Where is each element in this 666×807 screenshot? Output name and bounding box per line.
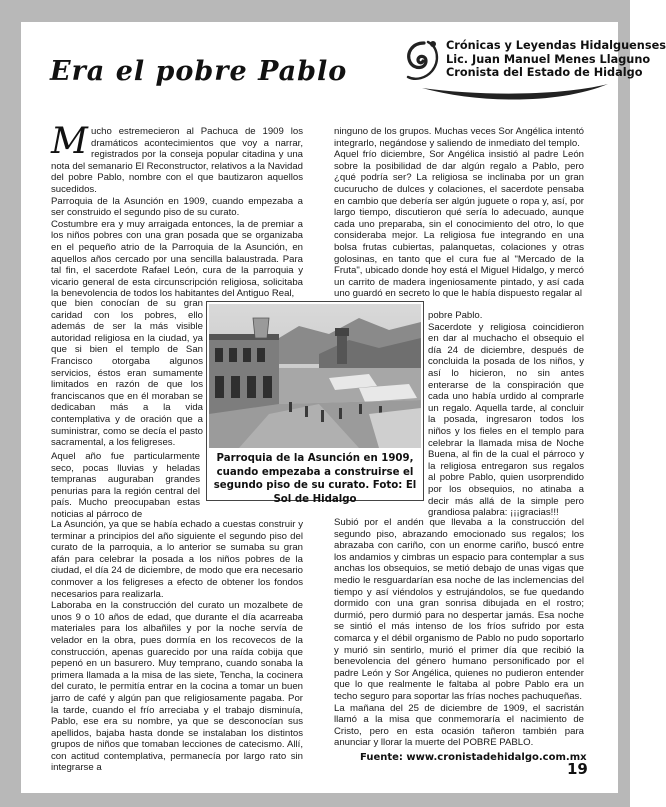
paragraph: Parroquia de la Asunción en 1909, cuando empezaba a ser construido el segundo piso de su curato. [51, 195, 303, 219]
paragraph: La Asunción, ya que se había echado a cuestas construir y terminar a principios del año siguiente el segundo piso del curato de la parroquia, a lo anterior se sumaba su gran afán para celebrar la posada a los niños pobres de la ciudad, el día 24 de diciembre, de modo que era necesario conmover a los feligreses a efecto de obtener los fondos necesarios para realizarla. [51, 519, 303, 600]
historic-street-photo [209, 304, 421, 448]
paragraph: Mucho estremecieron al Pachuca de 1909 los dramáticos acontecimientos que voy a narrar, registrados por la conseja popular citadina y una nota del semanario El Reconstructor, relativos a la Navidad del pobre Pablo, nombre con el que bautizaron aquellos sucedidos. [51, 121, 303, 195]
paragraph: Sacerdote y religiosa coincidieron en dar al muchacho el obsequio el día 24 de diciembre, después de concluida la posada de los niños, y así lo hicieron, no sin antes enterarse de la conspiración que cada uno había urdido al comprarle un regalo. Aquella tarde, al concluir la posada, ingresaron todos los niños y los fieles en el templo para celebrar la llamada misa de Noche Buena, al fin de la cual el párroco y la religiosa entregaron sus regalos al pobre Pablo, quien usorprendido por los obsequios, no atinaba a decir más allá de la simple pero grandiosa palabra: ¡¡¡gracias!!! [428, 321, 584, 519]
paragraph: ninguno de los grupos. Muchas veces Sor Angélica intentó integrarlo, negándose y saliendo de inmediato del templo. [334, 126, 584, 149]
column-2-top [334, 126, 584, 300]
paragraph: Costumbre era y muy arraigada entonces, la de premiar a los niños pobres con una gran posada que se organizaba en el pequeño atrio de la Parroquia de la Asunción, en aquellos años cercado por una sencilla balaustrada. Para tal fin, el sacerdote Rafael León, cura de la parroquia y vicario general de esta circunscripción religiosa, solicitaba la benevolencia de todos los habitantes del Antiguo Real, [51, 218, 303, 300]
author-role: Cronista del Estado de Hidalgo [446, 66, 643, 79]
photo-figure [206, 301, 424, 505]
series-header [446, 39, 666, 80]
source-credit: Fuente: www.cronistadehidalgo.com.mx [360, 752, 587, 763]
series-name: Crónicas y Leyendas Hidalguenses [446, 39, 666, 52]
column-2-wrap [428, 310, 584, 519]
paragraph: Aquel año fue particularmente seco, pocas lluvias y heladas tempranas auguraban grandes penurias para la región central del país. Mucho preocupaban estas noticias al párroco de [51, 451, 200, 520]
drop-cap: M [51, 121, 88, 162]
page-border-top [0, 0, 630, 22]
spiral-logo-icon [398, 37, 448, 87]
column-1-wrap [51, 298, 203, 449]
photo-caption: Parroquia de la Asunción en 1909, cuando empezaba a construirse el segundo piso de su curato. Foto: El Sol de Hidalgo [213, 453, 417, 505]
column-1-wrap-2 [51, 451, 200, 521]
header-swoosh-ornament [420, 82, 610, 104]
paragraph: Subió por el andén que llevaba a la construcción del segundo piso, abrazando emocionado sus regalos; los abrazaba con cariño, con un enorme cariño, buscó entre los andamios y cimbras un espacio para contemplar a sus anchas los obsequios, se metió debajo de unas vigas que medio le resguardarían esa noche de las inclemencias del tiempo y así viéndolos y estrujándolos, se fue quedando dormido con una gran sonrisa dibujada en el rostro; durmió, pero durmió para no despertar jamás. Esa noche se sintió el más intenso de los fríos sufrido por esta comarca y el débil organismo de Pablo no pudo soportarlo y murió sin sentirlo, murió el primer día que recibió la benevolencia del género humano personificado por el padre León y Sor Angélica, quienes no pudieron entender que lo que realmente le faltaba al pobre Pablo era un techo seguro para soportar las frías noches pachuqueñas. [334, 517, 584, 702]
page-border-left [0, 0, 21, 807]
paragraph: Laboraba en la construcción del curato un mozalbete de unos 9 o 10 años de edad, que durante el día acarreaba materiales para los albañiles y por la noche servía de velador en la obra, pues dormía en los recovecos de la construcción, apenas guarecido por una raída cobija que pepenó en un basurero. Muy temprano, cuando sonaba la primera llamada a la misa de las siete, Tencha, la cocinera del curato, le permitía entrar en la cocina a tomar un buen jarro de café y algún pan que religiosamente pagaba. Por la tarde, cuando el frío arreciaba y el trabajo disminuía, Pablo, ese era su nombre, ya que se desconocían sus apellidos, bajaba hasta donde se instalaban los distintos grupos de niños que tomaban lecciones de catecismo. Allí, con actitud contemplativa, permanecía por largo rato sin integrarse a [51, 600, 303, 774]
paragraph: La mañana del 25 de diciembre de 1909, el sacristán llamó a la misa que conmemoraría el nacimiento de Cristo, pero en esta ocasión tañeron también para anunciar y llorar la muerte del POBRE PABLO. [334, 702, 584, 749]
paragraph: que bien conocían de su gran caridad con los pobres, ello además de ser la más visible autoridad religiosa en la ciudad, ya que si bien el templo de San Francisco otorgaba algunos servicios, éstos eran sumamente limitados en razón de que los franciscanos que en él moraban se dedicaban más a la vida contemplativa y de oración que a suministrar, como se decía el pasto sacramental, a los feligreses. [51, 298, 203, 449]
column-2-bottom [334, 517, 584, 749]
author-name: Lic. Juan Manuel Menes Llaguno [446, 52, 651, 66]
column-1-top [51, 121, 303, 300]
page-number: 19 [567, 760, 588, 778]
page-border-bottom [0, 793, 630, 807]
paragraph: pobre Pablo. [428, 310, 483, 321]
paragraph: Aquel frío diciembre, Sor Angélica insistió al padre León sobre la posibilidad de dar algún regalo a Pablo, pero ¿qué podría ser? La religiosa se inclinaba por un gran cucurucho de dulces y colaciones, el sacerdote pensaba en cambio que debería ser algún juguete o ropa y, así, por largo tiempo, discutieron qué sería lo adecuado, aunque cada uno preparaba, sin el conocimiento del otro, lo que consideraba mejor. La religiosa fue integrando en una bolsa frutas cubiertas, palanquetas, colaciones y otras golosinas, en tanto que el cura fue al "Mercado de la Fruta", ubicado donde hoy está el Miguel Hidalgo, y mercó un carrito de madera ingeniosamente pintado, y así cada uno guardó en secreto lo que le había dispuesto regalar al [334, 149, 584, 300]
article-title: Era el pobre Pablo [50, 56, 348, 87]
column-1-bottom [51, 519, 303, 774]
page-border-right [618, 0, 630, 807]
